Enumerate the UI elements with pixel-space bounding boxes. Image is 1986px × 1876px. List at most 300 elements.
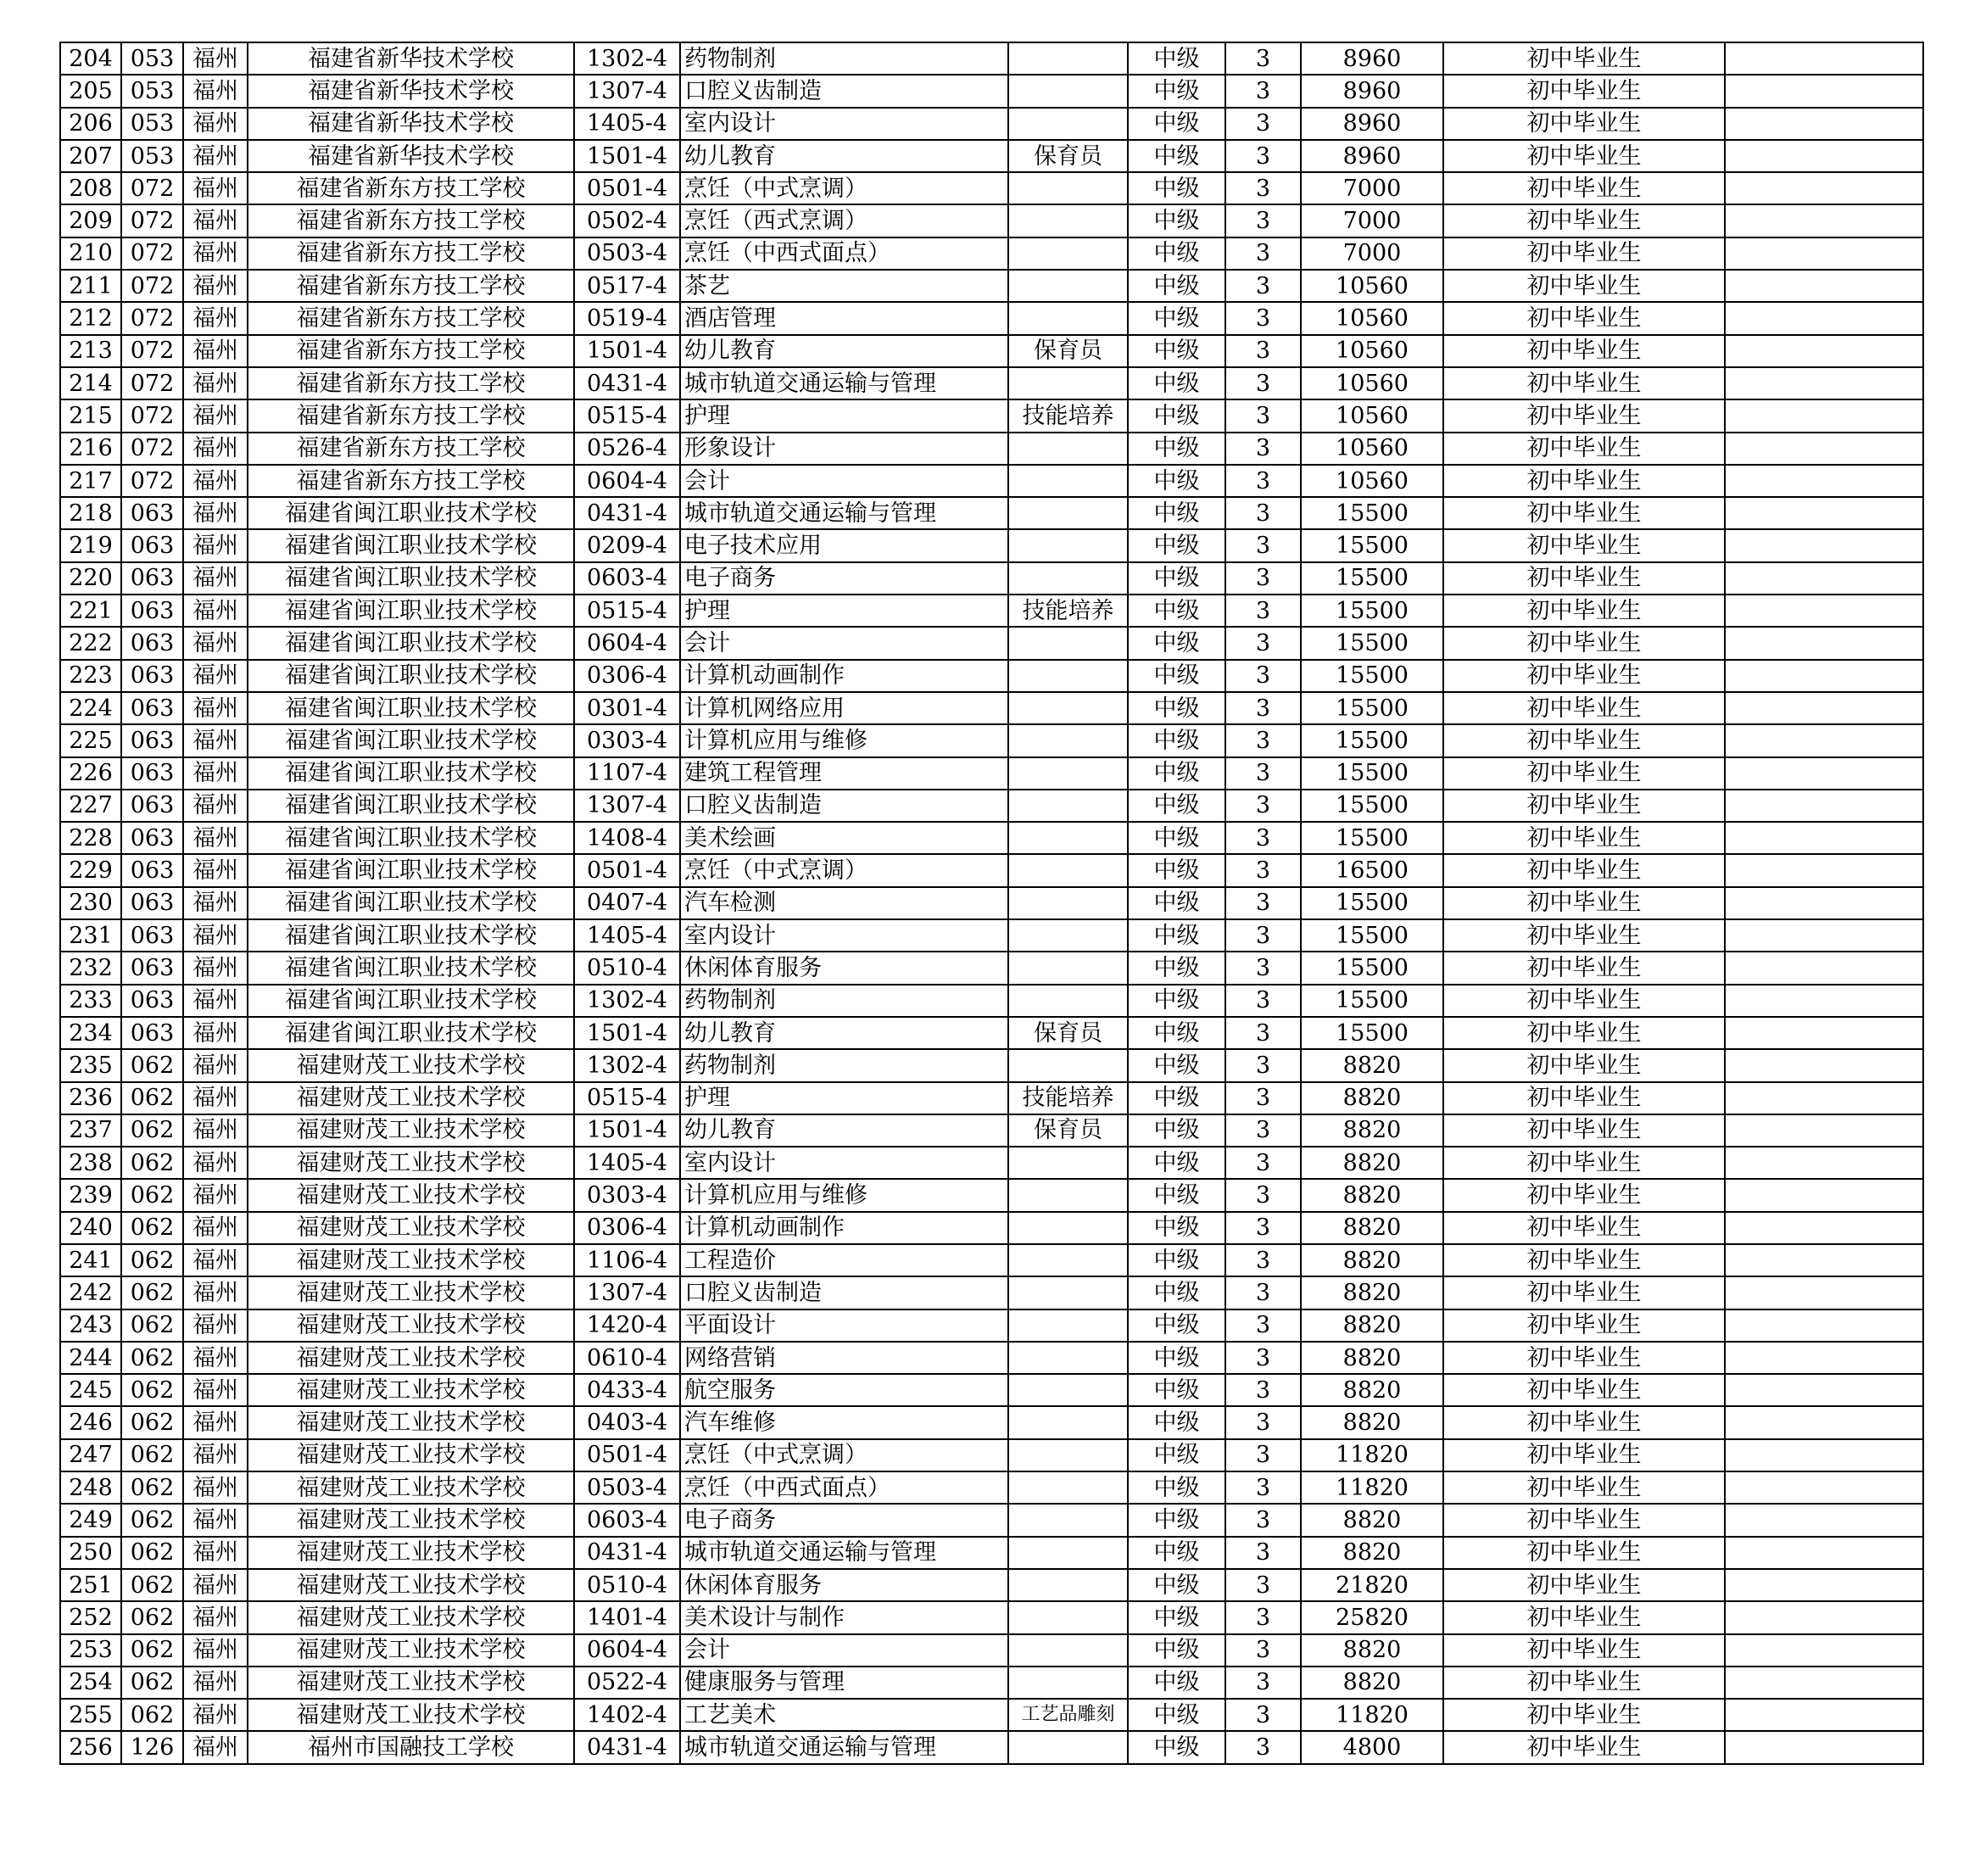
cell-remark xyxy=(1725,237,1923,270)
cell-major-name: 汽车维修 xyxy=(680,1406,1008,1438)
cell-school-name: 福建省新东方技工学校 xyxy=(248,302,574,334)
cell-school-name: 福建省新东方技工学校 xyxy=(248,399,574,432)
cell-row-number: 253 xyxy=(60,1634,121,1667)
cell-major-code: 0610-4 xyxy=(574,1342,680,1374)
cell-school-code: 063 xyxy=(121,1017,183,1049)
cell-row-number: 255 xyxy=(60,1699,121,1731)
cell-major-name: 幼儿教育 xyxy=(680,335,1008,367)
cell-school-code: 072 xyxy=(121,433,183,465)
cell-major-name: 航空服务 xyxy=(680,1374,1008,1406)
cell-school-code: 072 xyxy=(121,270,183,302)
cell-major-note xyxy=(1008,854,1128,886)
cell-remark xyxy=(1725,1471,1923,1504)
table-row xyxy=(60,237,1923,270)
cell-school-name: 福建省闽江职业技术学校 xyxy=(248,919,574,952)
cell-major-code: 1501-4 xyxy=(574,140,680,172)
cell-remark xyxy=(1725,1049,1923,1081)
cell-school-name: 福建财茂工业技术学校 xyxy=(248,1471,574,1504)
cell-major-name: 烹饪（中式烹调） xyxy=(680,854,1008,886)
cell-years: 3 xyxy=(1225,108,1301,140)
cell-level: 中级 xyxy=(1128,1342,1225,1374)
cell-major-code: 0603-4 xyxy=(574,562,680,595)
cell-major-name: 烹饪（中式烹调） xyxy=(680,172,1008,204)
cell-city: 福州 xyxy=(183,692,248,724)
cell-fee: 8820 xyxy=(1301,1244,1443,1276)
cell-city: 福州 xyxy=(183,1731,248,1763)
cell-years: 3 xyxy=(1225,1537,1301,1569)
cell-remark xyxy=(1725,1147,1923,1179)
cell-row-number: 249 xyxy=(60,1504,121,1536)
cell-remark xyxy=(1725,497,1923,529)
cell-fee: 15500 xyxy=(1301,757,1443,790)
table-row xyxy=(60,1147,1923,1179)
cell-fee: 21820 xyxy=(1301,1569,1443,1601)
cell-years: 3 xyxy=(1225,270,1301,302)
cell-major-code: 1107-4 xyxy=(574,757,680,790)
cell-row-number: 234 xyxy=(60,1017,121,1049)
cell-years: 3 xyxy=(1225,952,1301,984)
cell-target: 初中毕业生 xyxy=(1443,433,1725,465)
cell-row-number: 211 xyxy=(60,270,121,302)
cell-major-name: 城市轨道交通运输与管理 xyxy=(680,1731,1008,1763)
cell-school-name: 福建财茂工业技术学校 xyxy=(248,1537,574,1569)
cell-major-note xyxy=(1008,1342,1128,1374)
cell-major-name: 电子商务 xyxy=(680,1504,1008,1536)
cell-school-code: 062 xyxy=(121,1634,183,1667)
cell-major-name: 电子商务 xyxy=(680,562,1008,595)
cell-major-code: 1501-4 xyxy=(574,1114,680,1147)
cell-level: 中级 xyxy=(1128,1699,1225,1731)
cell-target: 初中毕业生 xyxy=(1443,1406,1725,1438)
cell-major-note: 保育员 xyxy=(1008,140,1128,172)
cell-years: 3 xyxy=(1225,1439,1301,1471)
cell-major-name: 护理 xyxy=(680,595,1008,627)
cell-major-code: 0306-4 xyxy=(574,660,680,692)
cell-school-name: 福建省闽江职业技术学校 xyxy=(248,627,574,659)
cell-school-code: 062 xyxy=(121,1504,183,1536)
cell-fee: 15500 xyxy=(1301,529,1443,561)
cell-school-name: 福建省新东方技工学校 xyxy=(248,204,574,237)
cell-target: 初中毕业生 xyxy=(1443,1731,1725,1763)
cell-fee: 15500 xyxy=(1301,822,1443,854)
cell-row-number: 209 xyxy=(60,204,121,237)
cell-major-name: 会计 xyxy=(680,1634,1008,1667)
cell-major-name: 口腔义齿制造 xyxy=(680,75,1008,107)
cell-fee: 11820 xyxy=(1301,1471,1443,1504)
cell-remark xyxy=(1725,660,1923,692)
cell-remark xyxy=(1725,1114,1923,1147)
cell-school-code: 053 xyxy=(121,42,183,75)
cell-major-name: 城市轨道交通运输与管理 xyxy=(680,367,1008,399)
cell-school-code: 062 xyxy=(121,1147,183,1179)
cell-major-name: 药物制剂 xyxy=(680,985,1008,1017)
cell-remark xyxy=(1725,529,1923,561)
cell-years: 3 xyxy=(1225,75,1301,107)
cell-years: 3 xyxy=(1225,1276,1301,1309)
cell-fee: 8820 xyxy=(1301,1082,1443,1114)
cell-row-number: 237 xyxy=(60,1114,121,1147)
cell-school-code: 062 xyxy=(121,1569,183,1601)
cell-years: 3 xyxy=(1225,1147,1301,1179)
cell-years: 3 xyxy=(1225,1049,1301,1081)
cell-row-number: 204 xyxy=(60,42,121,75)
cell-remark xyxy=(1725,692,1923,724)
cell-remark xyxy=(1725,1601,1923,1633)
cell-years: 3 xyxy=(1225,627,1301,659)
cell-major-note: 技能培养 xyxy=(1008,399,1128,432)
cell-school-name: 福建财茂工业技术学校 xyxy=(248,1082,574,1114)
cell-remark xyxy=(1725,302,1923,334)
cell-row-number: 242 xyxy=(60,1276,121,1309)
cell-major-code: 0517-4 xyxy=(574,270,680,302)
cell-level: 中级 xyxy=(1128,1471,1225,1504)
cell-level: 中级 xyxy=(1128,433,1225,465)
cell-major-note xyxy=(1008,562,1128,595)
cell-target: 初中毕业生 xyxy=(1443,75,1725,107)
cell-major-note xyxy=(1008,367,1128,399)
cell-row-number: 250 xyxy=(60,1537,121,1569)
cell-target: 初中毕业生 xyxy=(1443,270,1725,302)
cell-major-note xyxy=(1008,919,1128,952)
cell-city: 福州 xyxy=(183,854,248,886)
cell-school-code: 063 xyxy=(121,822,183,854)
cell-remark xyxy=(1725,399,1923,432)
cell-remark xyxy=(1725,465,1923,497)
cell-major-code: 0303-4 xyxy=(574,724,680,757)
cell-level: 中级 xyxy=(1128,140,1225,172)
cell-city: 福州 xyxy=(183,204,248,237)
table-row xyxy=(60,724,1923,757)
cell-target: 初中毕业生 xyxy=(1443,1471,1725,1504)
cell-city: 福州 xyxy=(183,270,248,302)
cell-years: 3 xyxy=(1225,1699,1301,1731)
cell-years: 3 xyxy=(1225,1179,1301,1211)
cell-target: 初中毕业生 xyxy=(1443,1601,1725,1633)
cell-row-number: 231 xyxy=(60,919,121,952)
cell-remark xyxy=(1725,1537,1923,1569)
cell-school-name: 福建财茂工业技术学校 xyxy=(248,1406,574,1438)
cell-level: 中级 xyxy=(1128,1374,1225,1406)
cell-fee: 8960 xyxy=(1301,108,1443,140)
cell-major-name: 会计 xyxy=(680,465,1008,497)
cell-level: 中级 xyxy=(1128,270,1225,302)
table-row xyxy=(60,1731,1923,1763)
cell-level: 中级 xyxy=(1128,497,1225,529)
cell-major-name: 烹饪（中西式面点） xyxy=(680,237,1008,270)
cell-fee: 8960 xyxy=(1301,75,1443,107)
cell-level: 中级 xyxy=(1128,660,1225,692)
cell-level: 中级 xyxy=(1128,1601,1225,1633)
cell-years: 3 xyxy=(1225,237,1301,270)
cell-years: 3 xyxy=(1225,1374,1301,1406)
cell-remark xyxy=(1725,1276,1923,1309)
cell-years: 3 xyxy=(1225,660,1301,692)
table-row xyxy=(60,1634,1923,1667)
cell-major-code: 0604-4 xyxy=(574,1634,680,1667)
cell-row-number: 215 xyxy=(60,399,121,432)
cell-remark xyxy=(1725,1309,1923,1342)
cell-level: 中级 xyxy=(1128,1439,1225,1471)
cell-school-name: 福建财茂工业技术学校 xyxy=(248,1699,574,1731)
cell-years: 3 xyxy=(1225,595,1301,627)
cell-remark xyxy=(1725,757,1923,790)
cell-major-name: 室内设计 xyxy=(680,108,1008,140)
cell-row-number: 208 xyxy=(60,172,121,204)
cell-years: 3 xyxy=(1225,335,1301,367)
cell-major-code: 0510-4 xyxy=(574,952,680,984)
enrollment-table xyxy=(59,42,1924,1765)
cell-major-name: 城市轨道交通运输与管理 xyxy=(680,1537,1008,1569)
cell-row-number: 228 xyxy=(60,822,121,854)
cell-years: 3 xyxy=(1225,1309,1301,1342)
cell-major-name: 护理 xyxy=(680,399,1008,432)
cell-city: 福州 xyxy=(183,1504,248,1536)
cell-level: 中级 xyxy=(1128,335,1225,367)
cell-level: 中级 xyxy=(1128,1276,1225,1309)
cell-school-code: 053 xyxy=(121,75,183,107)
cell-level: 中级 xyxy=(1128,1114,1225,1147)
table-row xyxy=(60,529,1923,561)
cell-major-name: 休闲体育服务 xyxy=(680,1569,1008,1601)
cell-years: 3 xyxy=(1225,1504,1301,1536)
table-row xyxy=(60,627,1923,659)
cell-years: 3 xyxy=(1225,42,1301,75)
cell-major-note xyxy=(1008,302,1128,334)
cell-major-name: 汽车检测 xyxy=(680,887,1008,919)
table-row xyxy=(60,1439,1923,1471)
cell-remark xyxy=(1725,790,1923,822)
cell-fee: 8820 xyxy=(1301,1634,1443,1667)
cell-row-number: 219 xyxy=(60,529,121,561)
table-row xyxy=(60,465,1923,497)
cell-school-code: 072 xyxy=(121,399,183,432)
cell-major-note xyxy=(1008,1537,1128,1569)
cell-row-number: 224 xyxy=(60,692,121,724)
cell-major-note xyxy=(1008,1049,1128,1081)
cell-row-number: 238 xyxy=(60,1147,121,1179)
cell-school-name: 福建省闽江职业技术学校 xyxy=(248,985,574,1017)
cell-major-code: 0515-4 xyxy=(574,399,680,432)
cell-remark xyxy=(1725,433,1923,465)
cell-row-number: 214 xyxy=(60,367,121,399)
cell-row-number: 223 xyxy=(60,660,121,692)
cell-fee: 15500 xyxy=(1301,497,1443,529)
cell-target: 初中毕业生 xyxy=(1443,302,1725,334)
cell-school-name: 福建省闽江职业技术学校 xyxy=(248,757,574,790)
cell-remark xyxy=(1725,627,1923,659)
cell-school-name: 福建省闽江职业技术学校 xyxy=(248,595,574,627)
cell-school-name: 福州市国融技工学校 xyxy=(248,1731,574,1763)
cell-years: 3 xyxy=(1225,724,1301,757)
cell-fee: 15500 xyxy=(1301,1017,1443,1049)
cell-major-code: 0604-4 xyxy=(574,465,680,497)
cell-school-name: 福建财茂工业技术学校 xyxy=(248,1212,574,1244)
cell-years: 3 xyxy=(1225,1406,1301,1438)
cell-school-code: 063 xyxy=(121,919,183,952)
cell-major-code: 0515-4 xyxy=(574,595,680,627)
cell-city: 福州 xyxy=(183,1309,248,1342)
cell-fee: 25820 xyxy=(1301,1601,1443,1633)
cell-row-number: 212 xyxy=(60,302,121,334)
cell-major-name: 烹饪（中式烹调） xyxy=(680,1439,1008,1471)
cell-city: 福州 xyxy=(183,660,248,692)
cell-major-code: 0515-4 xyxy=(574,1082,680,1114)
table-row xyxy=(60,757,1923,790)
cell-major-name: 健康服务与管理 xyxy=(680,1667,1008,1699)
cell-level: 中级 xyxy=(1128,1569,1225,1601)
cell-major-note: 保育员 xyxy=(1008,1114,1128,1147)
cell-city: 福州 xyxy=(183,108,248,140)
cell-school-name: 福建省闽江职业技术学校 xyxy=(248,724,574,757)
cell-years: 3 xyxy=(1225,433,1301,465)
cell-major-name: 药物制剂 xyxy=(680,1049,1008,1081)
cell-remark xyxy=(1725,204,1923,237)
cell-remark xyxy=(1725,367,1923,399)
cell-school-name: 福建省闽江职业技术学校 xyxy=(248,497,574,529)
cell-target: 初中毕业生 xyxy=(1443,887,1725,919)
cell-city: 福州 xyxy=(183,1537,248,1569)
cell-years: 3 xyxy=(1225,985,1301,1017)
cell-target: 初中毕业生 xyxy=(1443,237,1725,270)
cell-city: 福州 xyxy=(183,75,248,107)
cell-major-note xyxy=(1008,692,1128,724)
cell-row-number: 222 xyxy=(60,627,121,659)
table-row xyxy=(60,497,1923,529)
cell-school-name: 福建省闽江职业技术学校 xyxy=(248,692,574,724)
cell-school-code: 062 xyxy=(121,1114,183,1147)
cell-major-note xyxy=(1008,204,1128,237)
cell-city: 福州 xyxy=(183,1634,248,1667)
cell-level: 中级 xyxy=(1128,1667,1225,1699)
cell-remark xyxy=(1725,172,1923,204)
cell-level: 中级 xyxy=(1128,1309,1225,1342)
cell-school-code: 062 xyxy=(121,1049,183,1081)
cell-fee: 8820 xyxy=(1301,1212,1443,1244)
cell-row-number: 233 xyxy=(60,985,121,1017)
cell-target: 初中毕业生 xyxy=(1443,952,1725,984)
cell-row-number: 246 xyxy=(60,1406,121,1438)
cell-major-name: 美术绘画 xyxy=(680,822,1008,854)
cell-city: 福州 xyxy=(183,302,248,334)
cell-major-note xyxy=(1008,757,1128,790)
cell-school-name: 福建省新东方技工学校 xyxy=(248,465,574,497)
cell-fee: 8820 xyxy=(1301,1504,1443,1536)
cell-fee: 15500 xyxy=(1301,952,1443,984)
cell-major-code: 1408-4 xyxy=(574,822,680,854)
cell-school-name: 福建省新华技术学校 xyxy=(248,75,574,107)
cell-row-number: 252 xyxy=(60,1601,121,1633)
cell-fee: 8960 xyxy=(1301,42,1443,75)
cell-major-note xyxy=(1008,433,1128,465)
cell-school-name: 福建省闽江职业技术学校 xyxy=(248,854,574,886)
cell-years: 3 xyxy=(1225,790,1301,822)
cell-level: 中级 xyxy=(1128,1504,1225,1536)
cell-years: 3 xyxy=(1225,854,1301,886)
cell-row-number: 245 xyxy=(60,1374,121,1406)
cell-school-code: 072 xyxy=(121,302,183,334)
cell-fee: 10560 xyxy=(1301,433,1443,465)
cell-major-note xyxy=(1008,952,1128,984)
cell-fee: 8960 xyxy=(1301,140,1443,172)
cell-city: 福州 xyxy=(183,595,248,627)
cell-years: 3 xyxy=(1225,399,1301,432)
cell-level: 中级 xyxy=(1128,1049,1225,1081)
cell-level: 中级 xyxy=(1128,595,1225,627)
table-row xyxy=(60,1699,1923,1731)
cell-years: 3 xyxy=(1225,367,1301,399)
cell-major-note xyxy=(1008,1406,1128,1438)
cell-school-code: 063 xyxy=(121,790,183,822)
cell-school-code: 062 xyxy=(121,1374,183,1406)
cell-major-note: 技能培养 xyxy=(1008,595,1128,627)
cell-major-name: 幼儿教育 xyxy=(680,1114,1008,1147)
cell-school-code: 063 xyxy=(121,887,183,919)
cell-row-number: 235 xyxy=(60,1049,121,1081)
cell-level: 中级 xyxy=(1128,627,1225,659)
table-row xyxy=(60,140,1923,172)
cell-fee: 15500 xyxy=(1301,595,1443,627)
cell-years: 3 xyxy=(1225,757,1301,790)
cell-major-code: 0502-4 xyxy=(574,204,680,237)
cell-years: 3 xyxy=(1225,529,1301,561)
cell-school-name: 福建省新东方技工学校 xyxy=(248,433,574,465)
table-row xyxy=(60,887,1923,919)
cell-level: 中级 xyxy=(1128,42,1225,75)
cell-school-name: 福建财茂工业技术学校 xyxy=(248,1276,574,1309)
cell-target: 初中毕业生 xyxy=(1443,367,1725,399)
cell-level: 中级 xyxy=(1128,1537,1225,1569)
table-row xyxy=(60,562,1923,595)
cell-target: 初中毕业生 xyxy=(1443,1342,1725,1374)
cell-school-code: 062 xyxy=(121,1082,183,1114)
cell-remark xyxy=(1725,562,1923,595)
cell-major-note xyxy=(1008,270,1128,302)
cell-school-code: 062 xyxy=(121,1406,183,1438)
cell-row-number: 244 xyxy=(60,1342,121,1374)
cell-major-code: 0209-4 xyxy=(574,529,680,561)
cell-level: 中级 xyxy=(1128,529,1225,561)
cell-remark xyxy=(1725,1634,1923,1667)
cell-fee: 8820 xyxy=(1301,1114,1443,1147)
cell-remark xyxy=(1725,1212,1923,1244)
cell-row-number: 210 xyxy=(60,237,121,270)
cell-level: 中级 xyxy=(1128,1017,1225,1049)
table-row xyxy=(60,1212,1923,1244)
cell-major-name: 幼儿教育 xyxy=(680,140,1008,172)
cell-city: 福州 xyxy=(183,1374,248,1406)
table-row xyxy=(60,1049,1923,1081)
cell-school-name: 福建省新东方技工学校 xyxy=(248,270,574,302)
cell-years: 3 xyxy=(1225,1569,1301,1601)
cell-remark xyxy=(1725,1699,1923,1731)
cell-city: 福州 xyxy=(183,1017,248,1049)
cell-major-name: 电子技术应用 xyxy=(680,529,1008,561)
table-row xyxy=(60,172,1923,204)
cell-major-note xyxy=(1008,1731,1128,1763)
cell-years: 3 xyxy=(1225,497,1301,529)
cell-school-code: 072 xyxy=(121,237,183,270)
cell-remark xyxy=(1725,140,1923,172)
cell-major-code: 0431-4 xyxy=(574,1537,680,1569)
cell-fee: 8820 xyxy=(1301,1374,1443,1406)
cell-school-code: 062 xyxy=(121,1439,183,1471)
cell-major-name: 计算机网络应用 xyxy=(680,692,1008,724)
cell-fee: 8820 xyxy=(1301,1276,1443,1309)
cell-target: 初中毕业生 xyxy=(1443,1179,1725,1211)
cell-years: 3 xyxy=(1225,692,1301,724)
cell-years: 3 xyxy=(1225,1212,1301,1244)
cell-level: 中级 xyxy=(1128,1731,1225,1763)
